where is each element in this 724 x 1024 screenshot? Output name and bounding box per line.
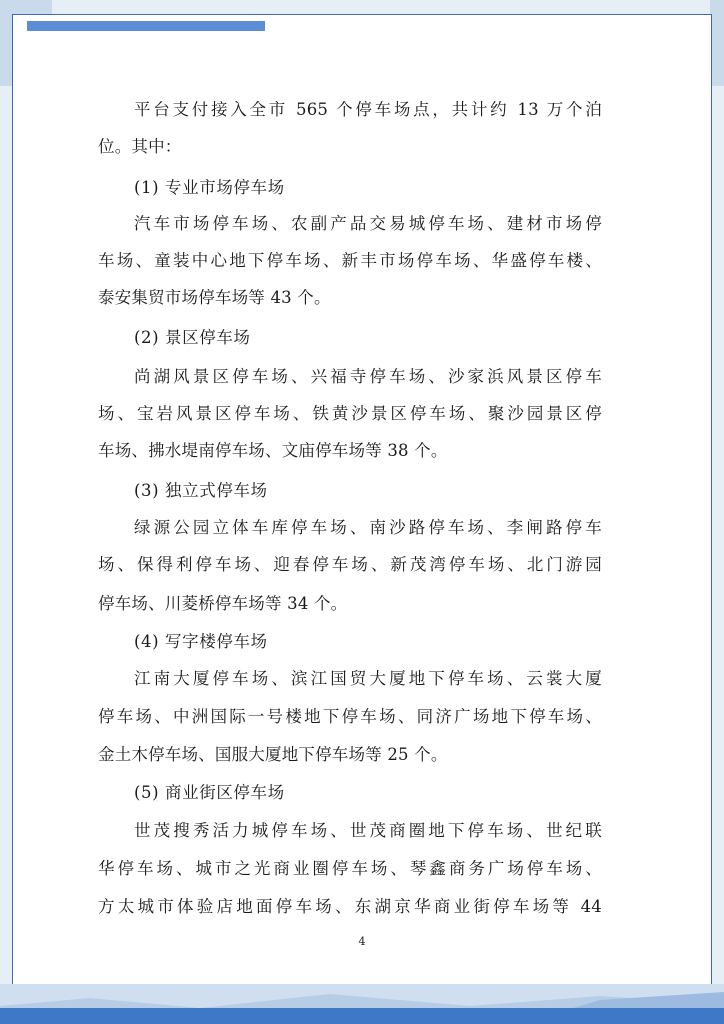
body-text-line: 金土木停车场、国服大厦地下停车场等 25 个。	[98, 745, 448, 764]
body-text-line: 场、保得利停车场、迎春停车场、新茂湾停车场、北门游园	[98, 555, 602, 574]
body-text-line: 泰安集贸市场停车场等 43 个。	[98, 288, 331, 307]
section-heading: (2) 景区停车场	[134, 328, 251, 347]
section-heading: (4) 写字楼停车场	[134, 632, 268, 651]
body-text-line: 尚湖风景区停车场、兴福寺停车场、沙家浜风景区停车	[134, 367, 602, 386]
body-text-line: 车场、拂水堤南停车场、文庙停车场等 38 个。	[98, 441, 448, 460]
document-page	[12, 14, 712, 999]
body-text-line: 华停车场、城市之光商业圈停车场、琴鑫商务广场停车场、	[98, 859, 602, 878]
body-text-line: 位。其中：	[98, 137, 182, 156]
body-text-line: 绿源公园立体车库停车场、南沙路停车场、李闸路停车	[134, 518, 602, 537]
body-text-line: 方太城市体验店地面停车场、东湖京华商业街停车场等 44	[98, 897, 602, 916]
body-text-line: 场、宝岩风景区停车场、铁黄沙景区停车场、聚沙园景区停	[98, 404, 602, 423]
header-accent-bar	[27, 21, 265, 31]
body-text-line: 平台支付接入全市 565 个停车场点，共计约 13 万个泊	[134, 100, 602, 119]
body-text-line: 江南大厦停车场、滨江国贸大厦地下停车场、云裳大厦	[134, 669, 602, 688]
body-text-line: 世茂搜秀活力城停车场、世茂商圈地下停车场、世纪联	[134, 821, 602, 840]
section-heading: (5) 商业街区停车场	[134, 783, 285, 802]
section-heading: (1) 专业市场停车场	[134, 178, 285, 197]
body-text-line: 汽车市场停车场、农副产品交易城停车场、建材市场停	[134, 214, 602, 233]
body-text-line: 停车场、川菱桥停车场等 34 个。	[98, 594, 348, 613]
section-heading: (3) 独立式停车场	[134, 481, 268, 500]
footer-bar	[0, 1008, 724, 1024]
top-right-decoration	[710, 0, 724, 86]
body-text-line: 车场、童装中心地下停车场、新丰市场停车场、华盛停车楼、	[98, 251, 602, 270]
page-number: 4	[358, 935, 366, 948]
body-text-line: 停车场、中洲国际一号楼地下停车场、同济广场地下停车场、	[98, 707, 602, 726]
